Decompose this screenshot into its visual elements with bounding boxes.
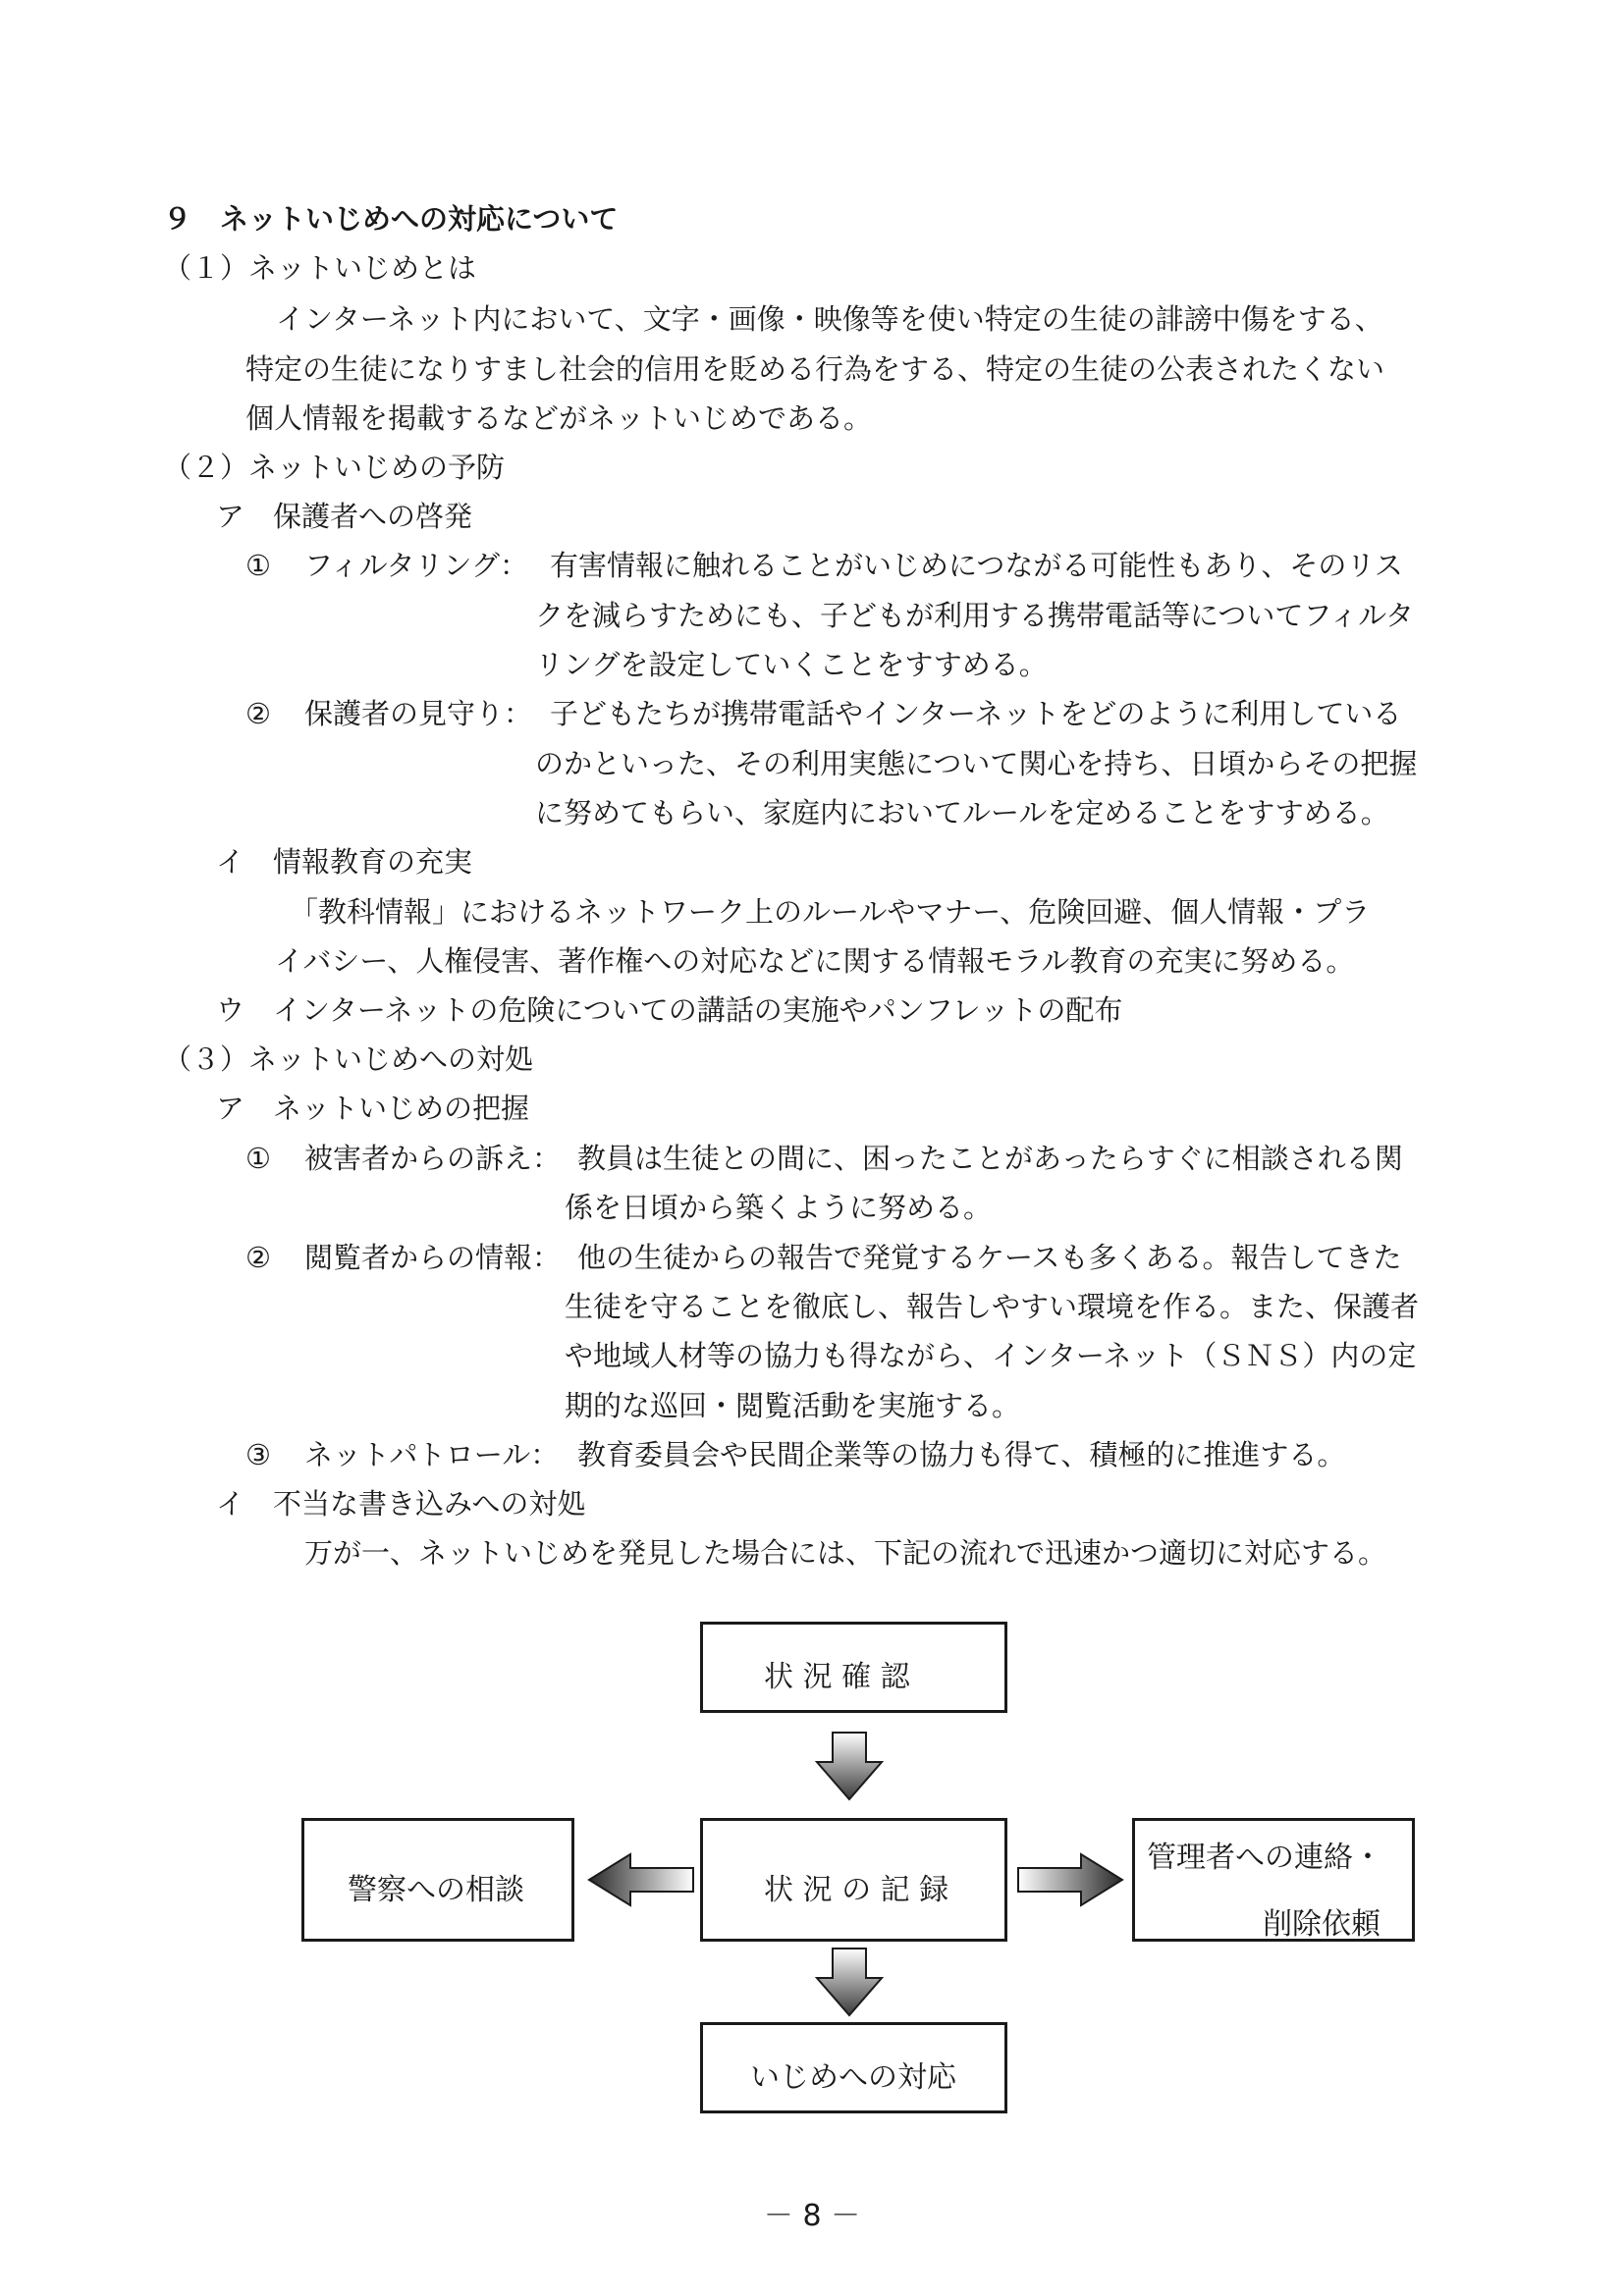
s3-a-item1-term: 被害者からの訴え： [304,1142,562,1175]
s2-a-item2-number: ② [245,697,271,730]
s2-a-item1-line-2: クを減らすためにも、子どもが利用する携帯電話等についてフィルタ [535,599,1414,632]
flow-admin-label-1: 管理者への連絡・ [1147,1841,1382,1875]
flow-police-label: 警察への相談 [348,1873,524,1907]
page-number: － 8 － [763,2199,861,2233]
s3-a-item2-line-2: 生徒を守ることを徹底し、報告しやすい環境を作る。また、保護者 [565,1290,1420,1323]
s3-a-item3-term: ネットパトロール： [304,1438,560,1471]
s2-a-item2-line-3: に努めてもらい、家庭内においてルールを定めることをすすめる。 [535,796,1389,829]
s1-para-line-2: 特定の生徒になりすまし社会的信用を貶める行為をする、特定の生徒の公表されたくない [245,352,1385,386]
s3-heading: （３）ネットいじめへの対処 [163,1042,534,1076]
s3-a-item1-line-2: 係を日頃から築くように努める。 [565,1191,993,1224]
s3-a-item2-term: 閲覧者からの情報： [304,1241,562,1274]
s2-heading: （２）ネットいじめの予防 [163,451,506,484]
s2-a-item2-line-1: 子どもたちが携帯電話やインターネットをどのように利用している [550,697,1402,730]
s1-para-line-1: インターネット内において、文字・画像・映像等を使い特定の生徒の誹謗中傷をする、 [276,302,1383,336]
s2-b-heading: イ 情報教育の充実 [216,845,473,879]
s2-a-item1-term: フィルタリング： [304,549,528,582]
flow-confirm-label: 状 況 確 認 [764,1660,910,1694]
s2-a-heading: ア 保護者への啓発 [216,500,473,533]
s3-a-item2-line-1: 他の生徒からの報告で発覚するケースも多くある。報告してきた [577,1241,1402,1274]
flow-admin-label-2: 削除依頼 [1263,1907,1380,1942]
s3-a-item1-line-1: 教員は生徒との間に、困ったことがあったらすぐに相談される関 [577,1142,1403,1175]
s2-a-item1-number: ① [245,549,271,582]
flow-respond-label: いじめへの対応 [750,2060,956,2095]
s2-a-item1-line-3: リングを設定していくことをすすめる。 [535,648,1048,681]
s2-a-item1-line-1: 有害情報に触れることがいじめにつながる可能性もあり、そのリス [550,549,1403,582]
arrow-down-1 [815,1733,884,1801]
arrow-down-2 [815,1949,884,2017]
s3-a-item3-number: ③ [245,1438,271,1471]
flow-box-respond [700,2022,1007,2113]
s3-a-heading: ア ネットいじめの把握 [216,1092,530,1125]
flow-box-record [700,1818,1007,1942]
flow-box-police [301,1818,574,1942]
arrow-left [587,1850,695,1909]
s2-a-item2-term: 保護者の見守り： [304,697,533,730]
s2-b-line-1: 「教科情報」におけるネットワーク上のルールやマナー、危険回避、個人情報・プラ [290,895,1371,929]
s2-a-item2-line-2: のかといった、その利用実態について関心を持ち、日頃からその把握 [535,747,1418,780]
s3-a-item2-line-4: 期的な巡回・閲覧活動を実施する。 [565,1389,1021,1422]
flow-box-admin [1132,1818,1415,1942]
s3-a-item2-number: ② [245,1241,271,1274]
s1-heading: （１）ネットいじめとは [163,251,477,285]
s2-b-line-2: イバシー、人権侵害、著作権への対応などに関する情報モラル教育の充実に努める。 [275,944,1355,978]
flow-record-label: 状 況 の 記 録 [764,1873,949,1907]
flow-box-confirm [700,1622,1007,1713]
s3-b-heading: イ 不当な書き込みへの対処 [216,1487,586,1521]
s3-a-item2-line-3: や地域人材等の協力も得ながら、インターネット（ＳＮＳ）内の定 [565,1339,1417,1372]
arrow-right [1016,1850,1124,1909]
s3-b-line: 万が一、ネットいじめを発見した場合には、下記の流れで迅速かつ適切に対応する。 [304,1536,1387,1570]
s3-a-item3-line-1: 教育委員会や民間企業等の協力も得て、積極的に推進する。 [577,1438,1346,1471]
s1-para-line-3: 個人情報を掲載するなどがネットいじめである。 [245,401,873,435]
s2-c-heading: ウ インターネットの危険についての講話の実施やパンフレットの配布 [216,993,1123,1027]
s3-a-item1-number: ① [245,1142,271,1175]
section-title: ９ ネットいじめへの対応について [163,202,619,236]
